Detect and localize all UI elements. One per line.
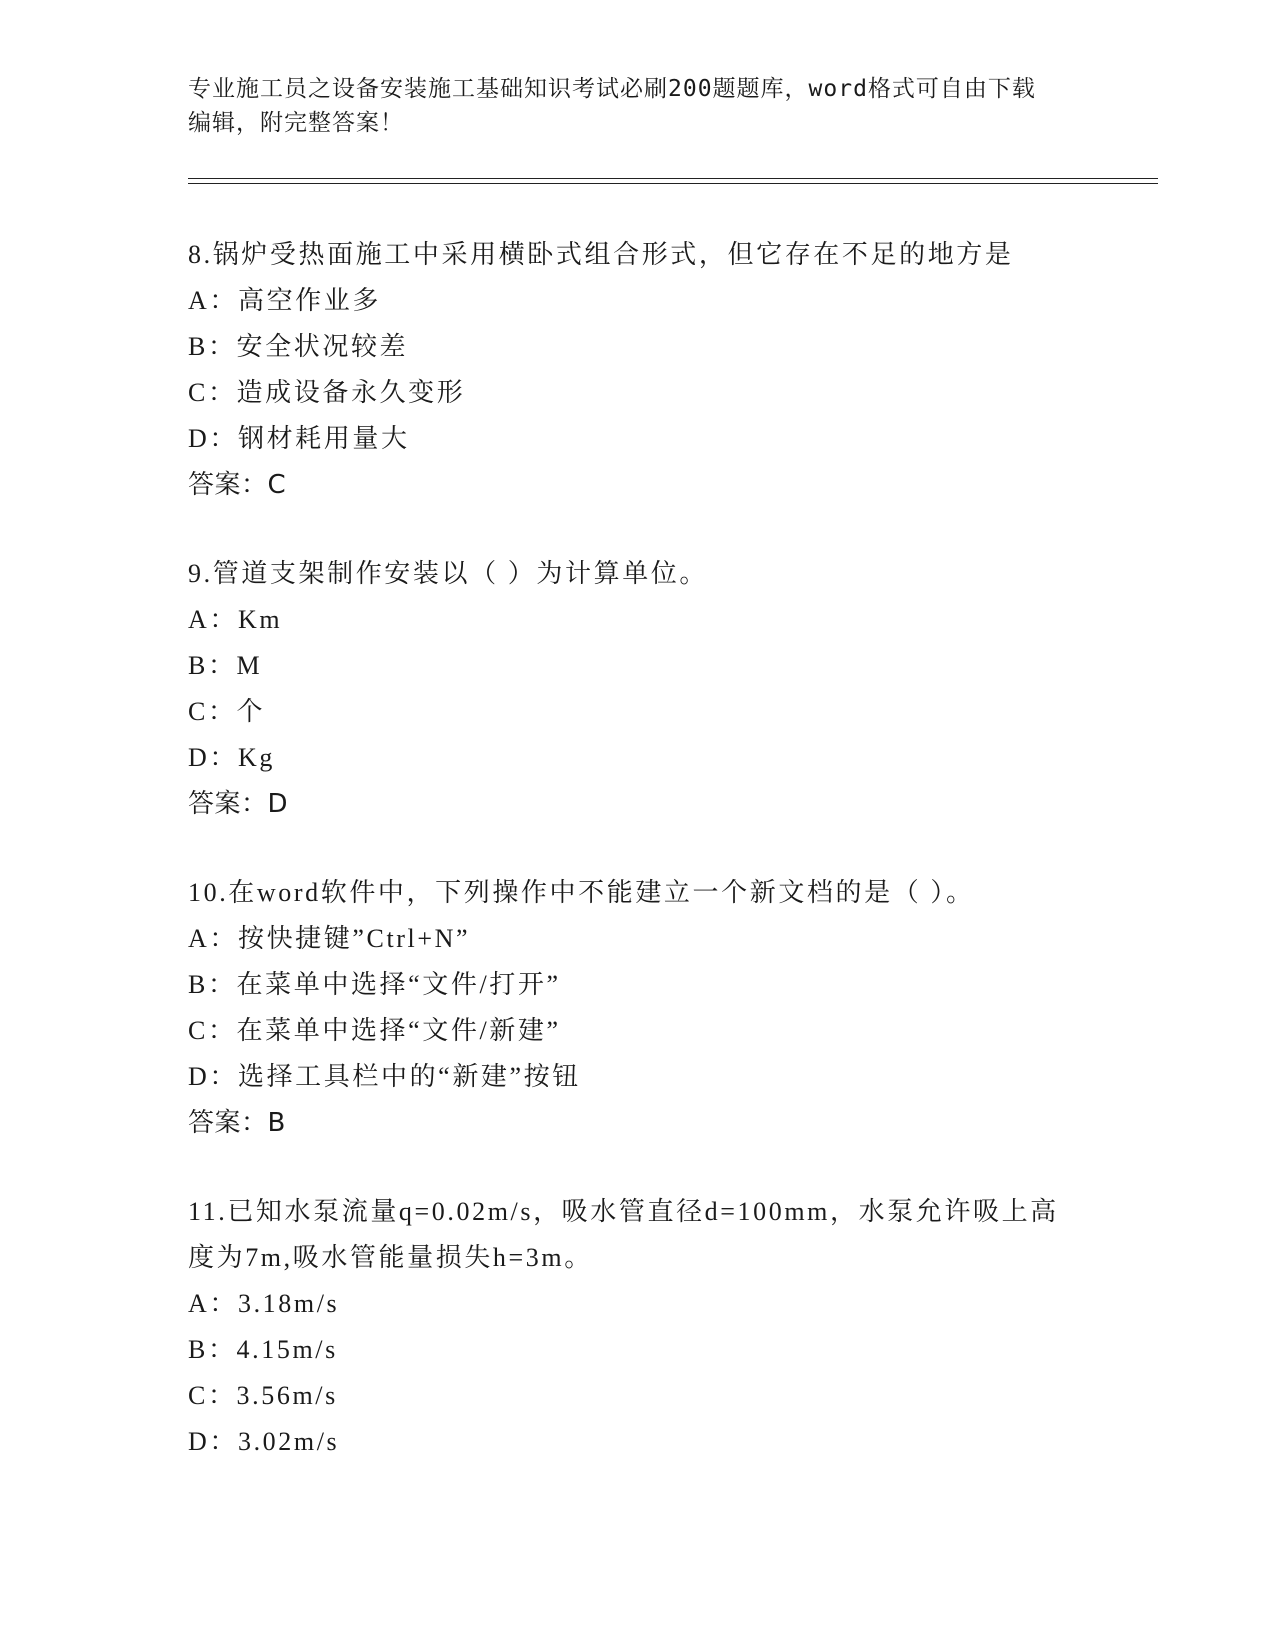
question-stem: 8.锅炉受热面施工中采用横卧式组合形式，但它存在不足的地方是	[188, 240, 1014, 269]
question-11	[188, 1189, 1078, 1465]
option-d: D：钢材耗用量大	[188, 424, 410, 453]
option-b: B：M	[188, 651, 263, 680]
option-b: B：在菜单中选择“文件/打开”	[188, 970, 561, 999]
option-d: D：选择工具栏中的“新建”按钮	[188, 1062, 581, 1091]
question-stem: 11.已知水泵流量q=0.02m/s，吸水管直径d=100mm，水泵允许吸上高度为7m,吸水管能量损失h=3m。	[188, 1197, 1059, 1272]
header-divider-top	[188, 178, 1158, 179]
document-header	[188, 72, 1078, 140]
question-stem: 10.在word软件中，下列操作中不能建立一个新文档的是（ ）。	[188, 878, 975, 907]
option-d: D：Kg	[188, 743, 275, 772]
option-c: C：个	[188, 697, 266, 726]
header-line-2: 编辑，附完整答案！	[188, 110, 404, 136]
option-a: A：Km	[188, 605, 283, 634]
option-a: A：高空作业多	[188, 286, 381, 315]
option-a: A：3.18m/s	[188, 1289, 340, 1318]
question-10	[188, 870, 1078, 1146]
option-c: C：造成设备永久变形	[188, 378, 466, 407]
answer-label: 答案：D	[188, 789, 289, 819]
header-divider-bottom	[188, 183, 1158, 184]
option-a: A：按快捷键”Ctrl+N”	[188, 924, 471, 953]
question-stem: 9.管道支架制作安装以（ ）为计算单位。	[188, 559, 709, 588]
option-c: C：3.56m/s	[188, 1381, 338, 1410]
option-c: C：在菜单中选择“文件/新建”	[188, 1016, 561, 1045]
answer-label: 答案：B	[188, 1108, 286, 1138]
question-9	[188, 551, 1078, 827]
answer-label: 答案：C	[188, 470, 287, 500]
question-8	[188, 232, 1078, 508]
header-line-1: 专业施工员之设备安装施工基础知识考试必刷200题题库，word格式可自由下载	[188, 76, 1036, 102]
option-b: B：4.15m/s	[188, 1335, 338, 1364]
option-d: D：3.02m/s	[188, 1427, 340, 1456]
option-b: B：安全状况较差	[188, 332, 409, 361]
